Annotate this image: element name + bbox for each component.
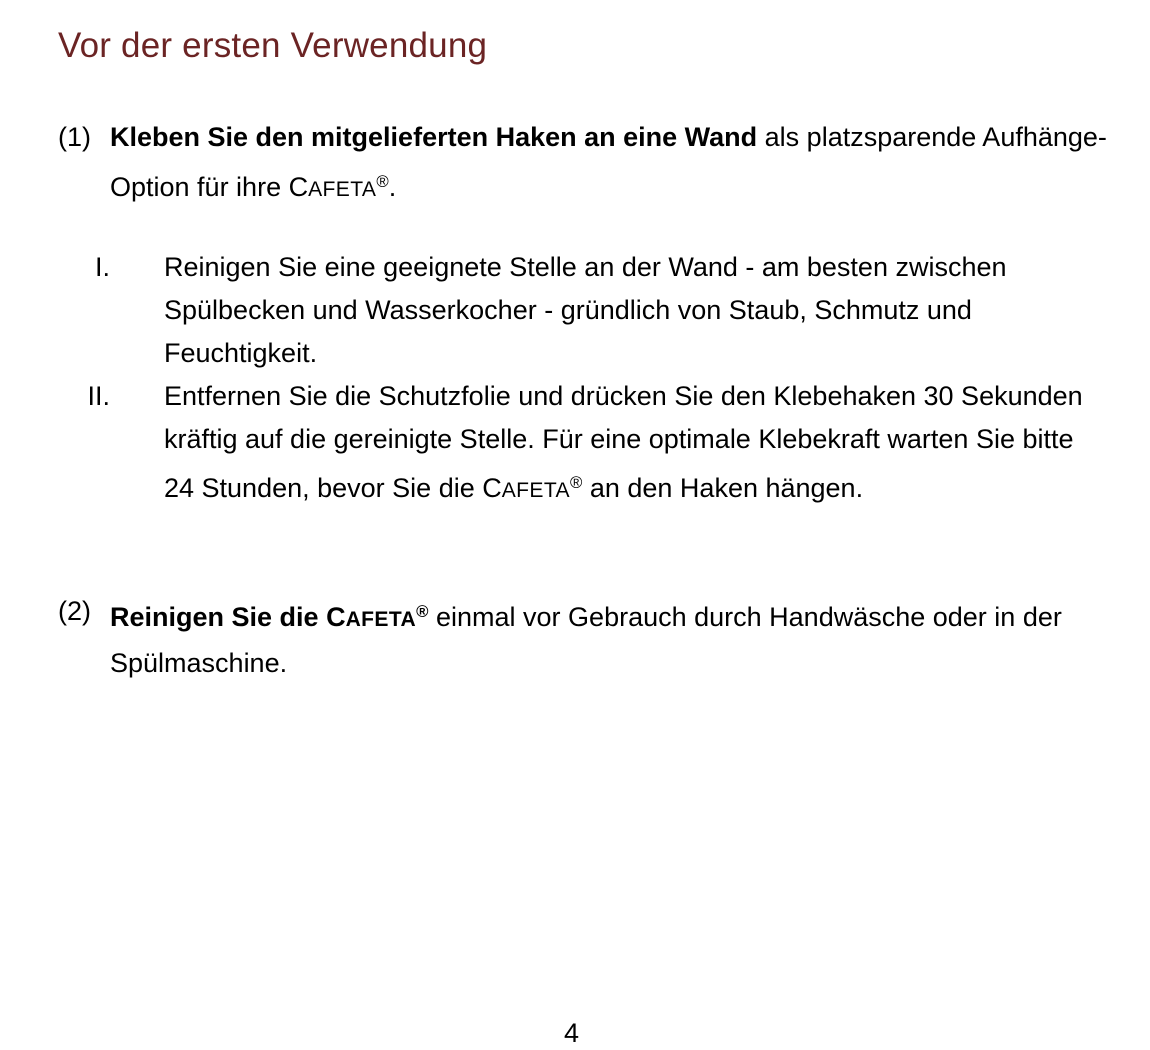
step-1-body: als platzsparende Aufhänge-Option für ihre	[110, 122, 1107, 202]
step-1	[58, 116, 1118, 211]
substep-2-number: II.	[87, 381, 110, 411]
step-2-body: einmal vor Gebrauch durch Handwäsche oder in der Spülmaschine.	[110, 602, 1062, 678]
brand-name: CAFETA®	[482, 473, 583, 504]
brand-name: CAFETA®	[288, 171, 389, 202]
substep-1-text: Reinigen Sie eine geeignete Stelle an der Wand - am besten zwischen Spülbecken und Wasserkocher - gründlich von Staub, Schmutz und Feuchtigkeit.	[164, 252, 1007, 368]
substep-2	[0, 375, 1100, 512]
brand-name: CAFETA®	[326, 602, 429, 633]
step-2-bold: Reinigen Sie die CAFETA®	[110, 602, 429, 633]
step-1-bold: Kleben Sie den mitgelieferten Haken an eine Wand	[110, 122, 758, 152]
step-2-text	[110, 590, 1118, 685]
step-2-number: (2)	[58, 596, 91, 626]
page-title: Vor der ersten Verwendung	[58, 26, 488, 65]
step-1-text: Kleben Sie den mitgelieferten Haken an eine Wand als platzsparende Aufhänge-Option für ihre CAFETA®.	[110, 122, 1107, 202]
page-number: 4	[563, 1018, 580, 1048]
substep-1-number: I.	[94, 252, 110, 282]
substep-1	[0, 246, 1100, 375]
substep-2-body: Entfernen Sie die Schutzfolie und drücken Sie den Klebehaken 30 Sekunden kräftig auf die gereinigte Stelle. Für eine optimale Klebekraft warten Sie bitte 24 Stunden, bevor Sie die	[164, 381, 1083, 504]
step-1-number: (1)	[58, 122, 91, 152]
step-2	[58, 590, 1118, 685]
substep-2-text	[164, 375, 1084, 512]
substep-2-end: an den Haken hängen.	[582, 473, 864, 504]
